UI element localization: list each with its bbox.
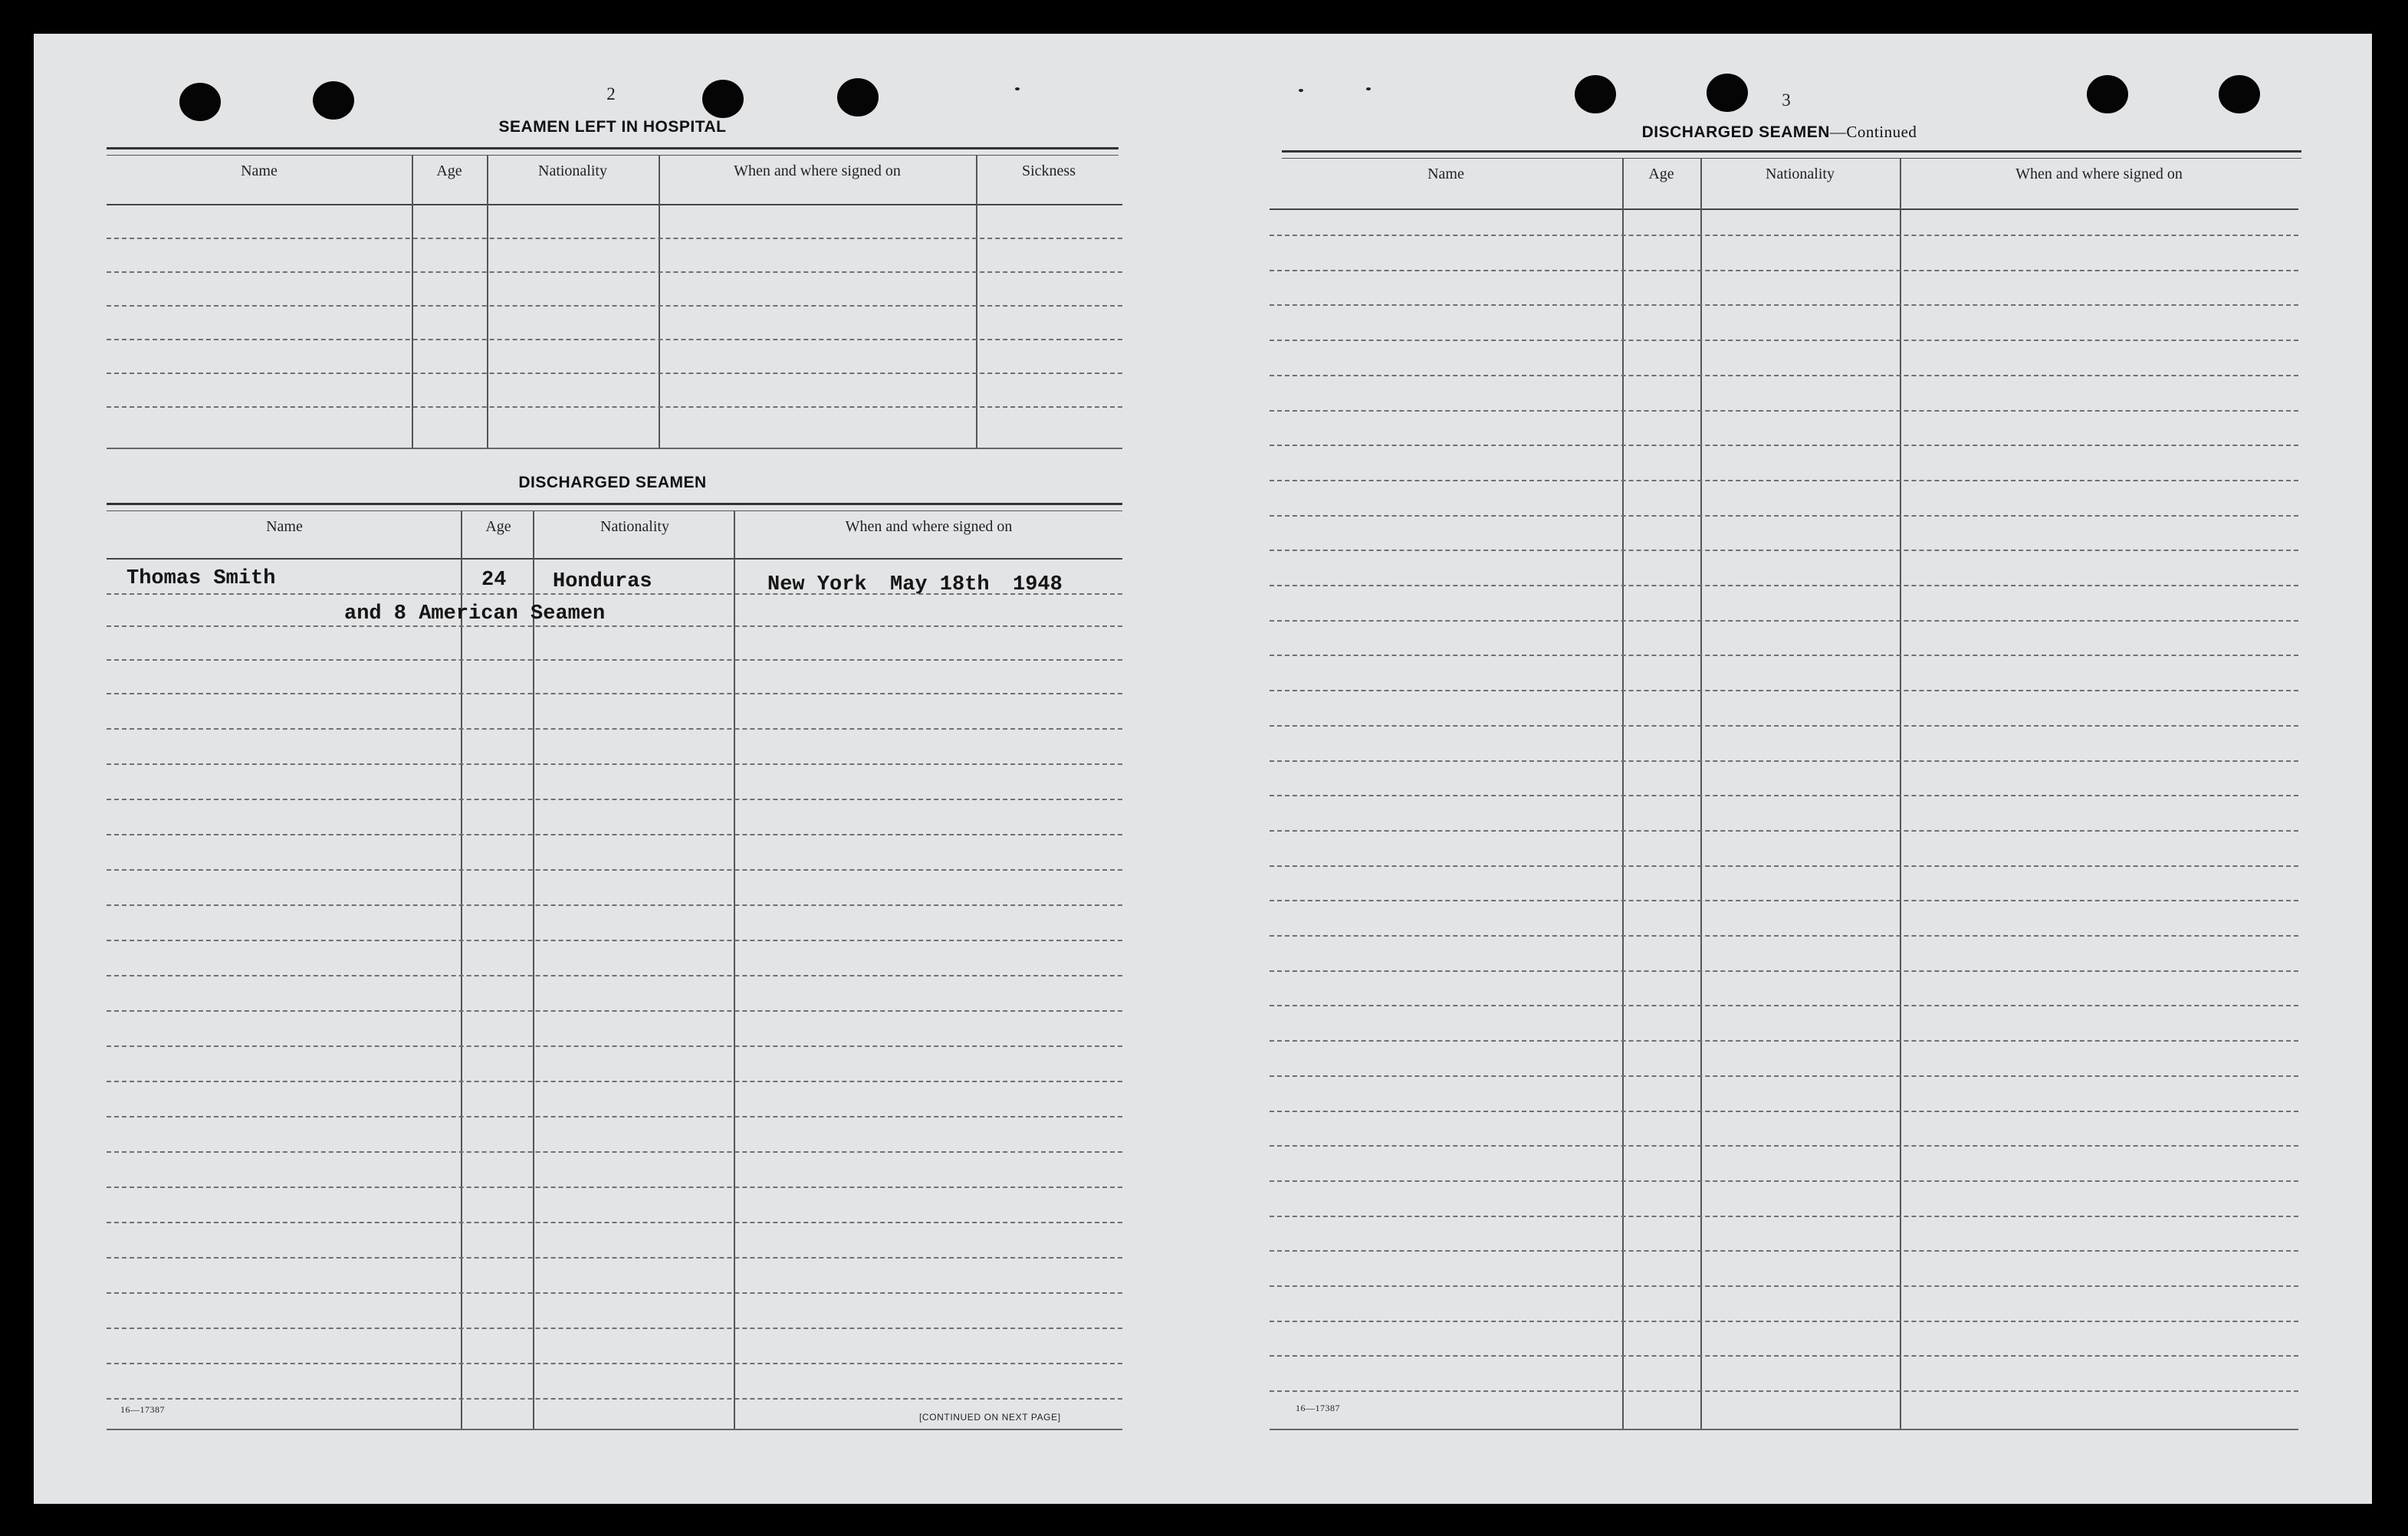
row-line xyxy=(107,1116,1122,1118)
row-line xyxy=(107,406,1122,408)
discharged-table-body xyxy=(107,510,1122,1430)
column-divider xyxy=(1700,158,1702,1430)
row-line xyxy=(1270,1355,2298,1357)
row-line xyxy=(107,625,1122,627)
section-title-suffix: —Continued xyxy=(1829,123,1917,141)
row-line xyxy=(1270,445,2298,446)
row-line xyxy=(107,1010,1122,1012)
row-line xyxy=(1270,1216,2298,1217)
row-line xyxy=(107,834,1122,835)
form-number: 16—17387 xyxy=(1296,1403,1340,1413)
row-line xyxy=(107,271,1122,273)
table-bottom-rule xyxy=(1270,1429,2298,1430)
seaman-nationality: Honduras xyxy=(553,570,652,593)
hospital-table-body xyxy=(107,155,1122,449)
row-line xyxy=(1270,1285,2298,1287)
page-number: 3 xyxy=(1782,90,1791,110)
document-sheet xyxy=(34,34,2372,1504)
row-line xyxy=(1270,1390,2298,1392)
row-line xyxy=(107,763,1122,765)
row-line xyxy=(107,1363,1122,1364)
seaman-signed-place: New York xyxy=(767,573,867,596)
additional-seamen-note: and 8 American Seamen xyxy=(344,602,606,625)
table-bottom-rule xyxy=(107,448,1122,449)
col-nationality: Nationality xyxy=(1766,166,1835,182)
right-page xyxy=(1270,34,2335,1504)
row-line xyxy=(107,1292,1122,1294)
seaman-signed-year: 1948 xyxy=(1013,573,1063,596)
row-line xyxy=(1270,830,2298,832)
row-line xyxy=(1270,620,2298,622)
col-nationality: Nationality xyxy=(538,162,607,179)
row-line xyxy=(1270,1180,2298,1182)
row-line xyxy=(107,975,1122,976)
row-line xyxy=(1270,1321,2298,1322)
row-line xyxy=(1270,270,2298,271)
col-age: Age xyxy=(485,518,511,535)
seaman-signed-date: May 18th xyxy=(890,573,990,596)
row-line xyxy=(107,799,1122,800)
row-line xyxy=(107,1328,1122,1329)
row-line xyxy=(1270,235,2298,236)
column-divider xyxy=(412,155,413,448)
row-line xyxy=(1270,690,2298,691)
col-signed-on: When and where signed on xyxy=(734,162,901,179)
row-line xyxy=(107,339,1122,340)
row-line xyxy=(107,238,1122,239)
continued-note: [CONTINUED ON NEXT PAGE] xyxy=(919,1412,1061,1423)
row-line xyxy=(107,728,1122,730)
row-line xyxy=(107,1081,1122,1082)
row-line xyxy=(107,1222,1122,1223)
continued-table-body xyxy=(1270,158,2298,1432)
discharged-section-title: DISCHARGED SEAMEN xyxy=(518,474,707,491)
table-bottom-rule xyxy=(107,1429,1122,1430)
page-number: 2 xyxy=(606,84,616,103)
row-line xyxy=(1270,655,2298,656)
row-line xyxy=(1270,1250,2298,1252)
row-line xyxy=(107,1398,1122,1400)
column-divider xyxy=(487,155,488,448)
row-line xyxy=(107,1257,1122,1259)
row-line xyxy=(1270,480,2298,481)
section-title-text: DISCHARGED SEAMEN xyxy=(1641,123,1830,141)
column-divider xyxy=(659,155,660,448)
row-line xyxy=(1270,304,2298,306)
row-line xyxy=(1270,1111,2298,1112)
left-page xyxy=(107,34,1157,1504)
row-line xyxy=(107,1151,1122,1153)
row-line xyxy=(107,373,1122,374)
row-line xyxy=(107,305,1122,307)
form-number: 16—17387 xyxy=(120,1404,165,1415)
seaman-name: Thomas Smith xyxy=(126,567,276,590)
row-line xyxy=(1270,725,2298,727)
row-line xyxy=(1270,375,2298,376)
seaman-age: 24 xyxy=(481,569,507,592)
column-divider xyxy=(976,155,977,448)
col-name: Name xyxy=(266,518,303,535)
row-line xyxy=(1270,410,2298,412)
col-name: Name xyxy=(241,162,278,179)
col-signed-on: When and where signed on xyxy=(845,518,1013,535)
col-signed-on: When and where signed on xyxy=(2015,166,2183,182)
row-line xyxy=(1270,1040,2298,1042)
col-age: Age xyxy=(436,162,462,179)
column-divider xyxy=(1622,158,1624,1430)
row-line xyxy=(1270,340,2298,341)
row-line xyxy=(1270,935,2298,937)
row-line xyxy=(107,1045,1122,1047)
column-divider xyxy=(1900,158,1901,1430)
row-line xyxy=(1270,795,2298,796)
row-line xyxy=(1270,550,2298,551)
col-nationality: Nationality xyxy=(600,518,669,535)
row-line xyxy=(1270,1075,2298,1077)
continued-section-title xyxy=(1270,123,2289,142)
row-line xyxy=(107,1186,1122,1188)
row-line xyxy=(1270,900,2298,901)
hospital-section-title: SEAMEN LEFT IN HOSPITAL xyxy=(498,118,727,136)
row-line xyxy=(107,869,1122,871)
row-line xyxy=(1270,1005,2298,1006)
row-line xyxy=(1270,760,2298,762)
row-line xyxy=(1270,585,2298,586)
row-line xyxy=(107,940,1122,941)
col-sickness: Sickness xyxy=(1022,162,1076,179)
row-line xyxy=(1270,970,2298,972)
row-line xyxy=(1270,515,2298,517)
row-line xyxy=(107,904,1122,906)
row-line xyxy=(107,693,1122,694)
col-name: Name xyxy=(1427,166,1464,182)
row-line xyxy=(1270,865,2298,867)
row-line xyxy=(1270,1145,2298,1147)
col-age: Age xyxy=(1648,166,1674,182)
row-line xyxy=(107,659,1122,661)
